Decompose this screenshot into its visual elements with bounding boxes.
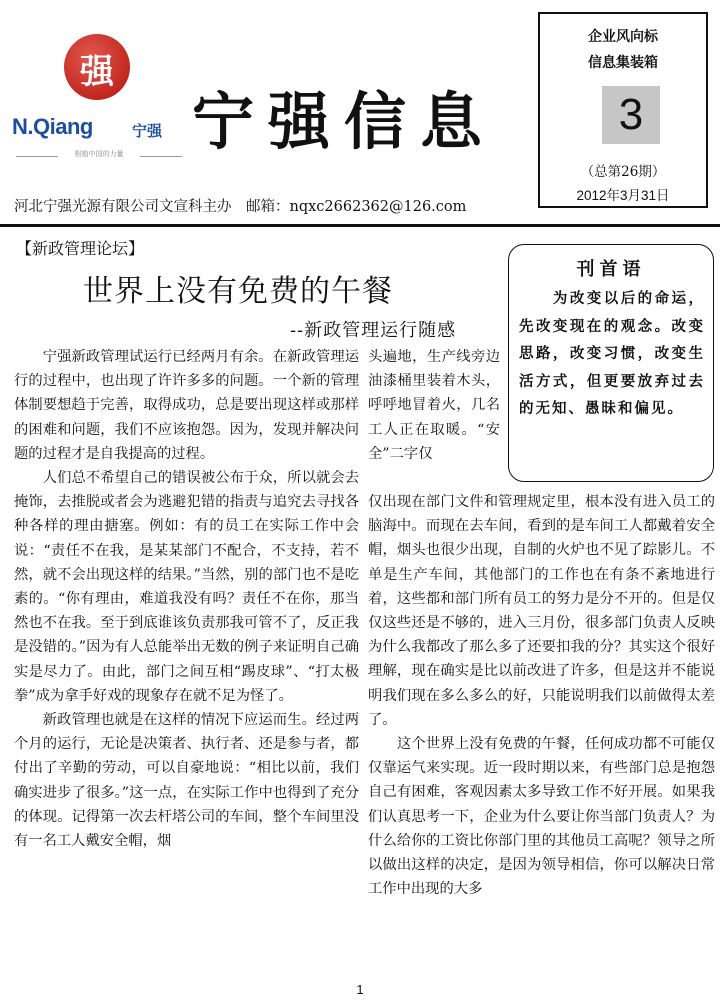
article-paragraph: 宁强新政管理试运行已经两月有余。在新政管理运行的过程中，也出现了许许多多的问题。一个新的管理体制要想趋于完善，取得成功，总是要出现这样或那样的困难和问题，我们不应该抱怨。因为，发现并解决问题的过程才是自我提高的过程。 [14,349,359,462]
article-column-narrow: 头遍地，生产线旁边油漆桶里装着木头，呼呼地冒着火，几名工人正在取暖。“安全”二字仅 [368,349,500,462]
logo-brand-cn: 宁强 [132,122,163,140]
logo-slogan: 根植中国的力量 [74,150,124,158]
article-column-left [14,345,359,853]
newsletter-title: 宁强信息 [192,85,497,158]
article-paragraph: 仅出现在部门文件和管理规定里，根本没有进入员工的脑海中。而现在去车间，看到的是车间工人都戴着安全帽，烟头也很少出现，自制的火炉也不见了踪影儿。不单是生产车间，其他部门的工作也在有条不紊地进行着，这些都和部门所有员工的努力是分不开的。但是仅仅这些还是不够的，进入三月份，很多部门负责人反映为什么我都改了那么多了还要扣我的分？其实这个很好理解，现在确实是比以前改进了许多，但是这并不能说明我们现在多么多么的好，只能说明我们以前做得太差了。 [368,494,715,728]
logo-glyph: 强 [80,52,114,92]
issue-number: 3 [602,86,660,144]
total-issue: （总第26期） [580,164,666,180]
section-tag: 【新政管理论坛】 [16,239,145,258]
article-column-right [368,490,715,901]
article-paragraph: 人们总不希望自己的错误被公布于众，所以就会去掩饰，去推脱或者会为逃避犯错的指责与追究去寻找各种各样的理由搪塞。例如：有的员工在实际工作中会说：“责任不在我，是某某部门不配合，不支持，若不然，就不会出现这样的结果。”当然，别的部门也不是吃素的。“你有理由，难道我没有吗？责任不在你，那当然也不在我。至于到底谁该负责那我可管不了，反正我是没错的。”因为有人总能举出无数的例子来证明自己确实是尽力了。由此，部门之间互相“踢皮球”、“打太极拳”成为拿手好戏的现象存在就不足为怪了。 [14,470,359,704]
info-tagline-1: 企业风向标 [588,29,658,45]
issue-info-box [538,12,708,208]
info-tagline-2: 信息集装箱 [588,55,658,71]
logo-brand-latin: N.Qiang [12,114,93,139]
issue-date: 2012年3月31日 [576,188,670,203]
logo-rule-right [140,156,182,157]
article-paragraph: 这个世界上没有免费的午餐，任何成功都不可能仅仅靠运气来实现。近一段时期以来，有些部门总是抱怨自己有困难，客观因素太多导致工作不好开展。如果我们认真思考一下，企业为什么要让你当部门负责人？为什么给你的工资比你部门里的其他员工高呢？领导之所以做出这样的决定，是因为领导相信，你可以解决日常工作中出现的大多 [368,736,715,898]
article-title: 世界上没有免费的午餐 [83,274,393,309]
header-divider [0,224,720,227]
article-paragraph: 新政管理也就是在这样的情况下应运而生。经过两个月的运行，无论是决策者、执行者、还是参与者，都付出了辛勤的劳动，可以自豪地说：“相比以前，我们确实进步了很多。”这一点，在实际工作中也得到了充分的体现。记得第一次去杆塔公司的车间，整个车间里没有一名工人戴安全帽，烟 [14,712,359,850]
editorial-body: 为改变以后的命运，先改变现在的观念。改变思路，改变习惯，改变生活方式，但更要放弃过去的无知、愚昧和偏见。 [519,290,705,417]
editorial-box [508,244,714,482]
article-subtitle: --新政管理运行随感 [290,320,457,341]
page-number: 1 [356,982,364,997]
editorial-title: 刊首语 [576,259,646,280]
company-logo [12,28,182,178]
publisher-line: 河北宁强光源有限公司文宣科主办 邮箱：nqxc2662362@126.com [14,199,467,215]
logo-rule-left [16,156,58,157]
